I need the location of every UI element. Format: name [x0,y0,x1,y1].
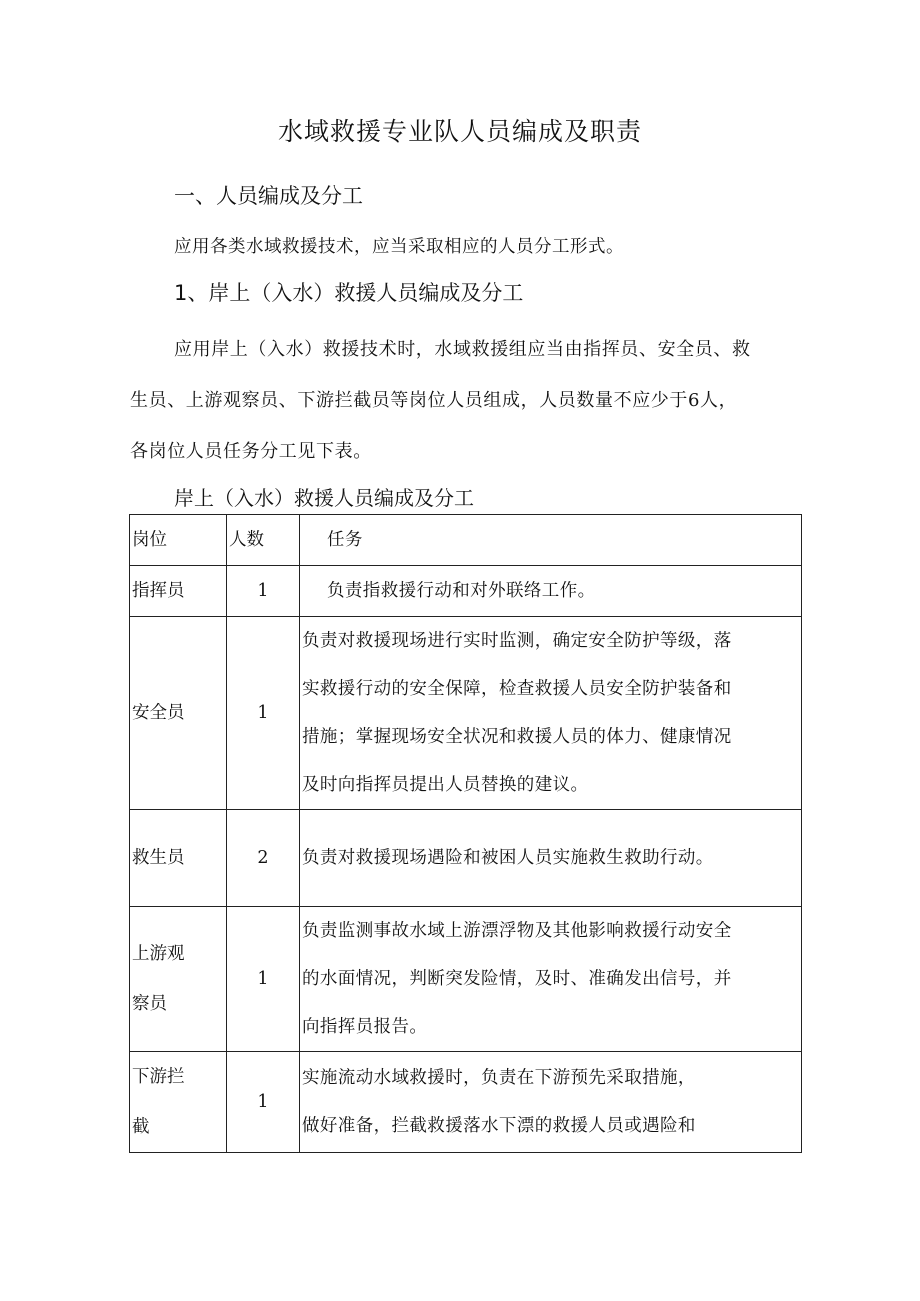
table-row [130,617,802,810]
table-header-row [130,515,802,566]
task-line: 负责监测事故水域上游漂浮物及其他影响救援行动安全 [302,921,732,941]
task-line: 及时向指挥员提出人员替换的建议。 [302,775,589,795]
table-caption: 岸上（入水）救援人员编成及分工 [174,486,474,510]
cell-task [300,907,802,1052]
task-line: 向指挥员报告。 [302,1017,428,1037]
subsection-body [130,324,802,477]
document-title: 水域救援专业队人员编成及职责 [277,117,642,146]
table-row [130,907,802,1052]
cell-task [300,1052,802,1153]
task-line: 的水面情况，判断突发险情，及时、准确发出信号，并 [302,969,732,989]
body-line: 生员、上游观察员、下游拦截员等岗位人员组成，人员数量不应少于6人， [130,390,738,411]
section-intro: 应用各类水域救援技术，应当采取相应的人员分工形式。 [174,237,624,257]
cell-position [130,907,227,1052]
cell-count: 2 [227,810,300,907]
header-count: 人数 [227,515,300,566]
cell-count: 1 [227,566,300,617]
position-line: 下游拦 [132,1067,185,1087]
section-heading: 一、人员编成及分工 [174,184,363,208]
cell-task: 负责指救援行动和对外联络工作。 [300,566,802,617]
table-row [130,1052,802,1153]
header-task: 任务 [300,515,802,566]
cell-count: 1 [227,907,300,1052]
cell-task [300,617,802,810]
position-line: 察员 [132,994,167,1014]
position-line: 截 [132,1117,150,1137]
cell-count: 1 [227,1052,300,1153]
cell-position: 安全员 [130,617,227,810]
body-line: 各岗位人员任务分工见下表。 [130,441,372,462]
task-line: 实救援行动的安全保障，检查救援人员安全防护装备和 [302,679,732,699]
cell-position: 指挥员 [130,566,227,617]
subsection-heading: 1、岸上（入水）救援人员编成及分工 [174,281,524,305]
task-line: 负责对救援现场进行实时监测，确定安全防护等级，落 [302,631,732,651]
cell-position: 救生员 [130,810,227,907]
task-line: 实施流动水域救援时，负责在下游预先采取措施， [302,1068,696,1088]
cell-task: 负责对救援现场遇险和被困人员实施救生救助行动。 [300,810,802,907]
task-line: 措施；掌握现场安全状况和救援人员的体力、健康情况 [302,727,732,747]
table-row [130,566,802,617]
body-line: 应用岸上（入水）救援技术时，水域救援组应当由指挥员、安全员、救 [174,339,751,360]
cell-count: 1 [227,617,300,810]
task-line: 做好准备，拦截救援落水下漂的救援人员或遇险和 [302,1116,696,1136]
header-position: 岗位 [130,515,227,566]
position-line: 上游观 [132,944,185,964]
table-row [130,810,802,907]
cell-position [130,1052,227,1153]
personnel-table [129,514,802,1153]
